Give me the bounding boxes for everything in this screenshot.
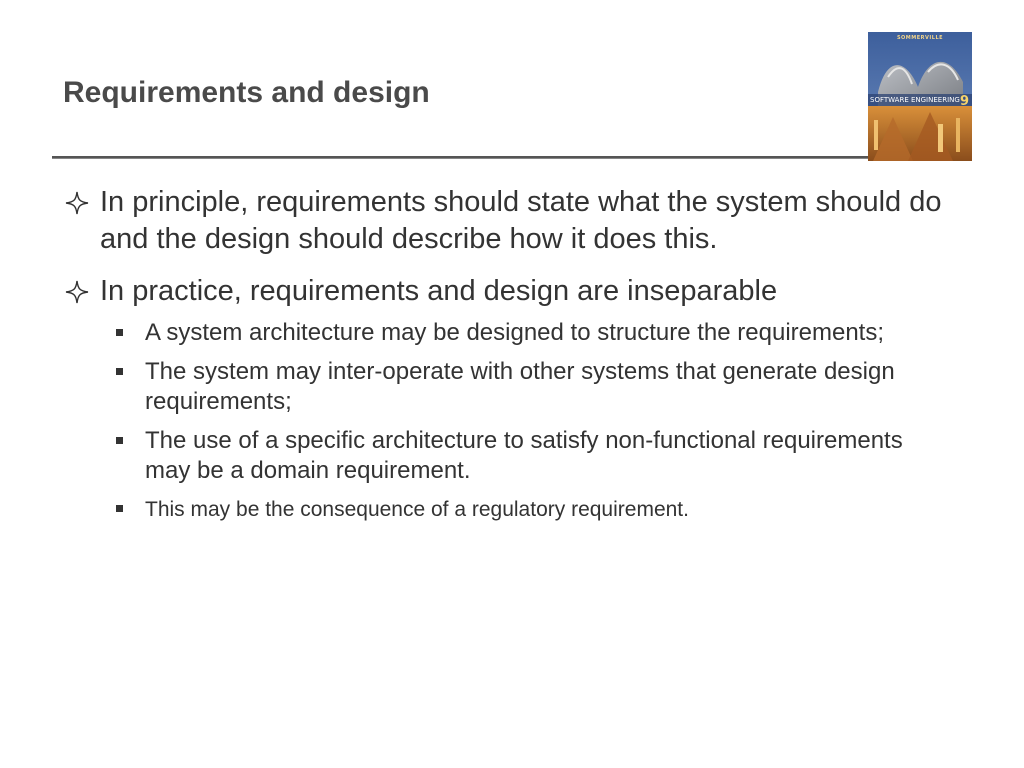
square-bullet-icon: [116, 329, 123, 336]
four-point-star-icon: [64, 279, 90, 305]
square-bullet-icon: [116, 368, 123, 375]
sub-bullet-text: A system architecture may be designed to structure the requirements;: [145, 319, 885, 346]
slide-title: Requirements and design: [63, 76, 430, 109]
cover-author-text: SOMMERVILLE: [896, 35, 944, 41]
title-underline-divider: [52, 156, 868, 159]
sub-bullet-item: [64, 495, 954, 525]
sub-bullet-text: The system may inter-operate with other systems that generate design requirements;: [145, 358, 895, 415]
bullet-text: In principle, requirements should state what the system should do and the design should describe how it does this.: [100, 186, 942, 255]
book-cover-image: [868, 32, 972, 161]
sub-bullet-item: [64, 318, 954, 348]
four-point-star-icon: [64, 190, 90, 216]
bullet-item: [64, 273, 954, 310]
cover-edition: 9: [959, 94, 969, 109]
sub-bullet-item: [64, 426, 954, 486]
bullet-item: [64, 184, 954, 258]
square-bullet-icon: [116, 505, 123, 512]
bullet-text: In practice, requirements and design are inseparable: [100, 275, 778, 307]
sub-bullet-text: The use of a specific architecture to satisfy non-functional requirements may be a domain requirement.: [145, 427, 903, 484]
square-bullet-icon: [116, 437, 123, 444]
sub-bullet-item: [64, 357, 954, 417]
sub-bullet-text: This may be the consequence of a regulatory requirement.: [145, 498, 689, 521]
cover-book-title: SOFTWARE ENGINEERING: [870, 96, 960, 104]
slide-body: [64, 184, 954, 534]
